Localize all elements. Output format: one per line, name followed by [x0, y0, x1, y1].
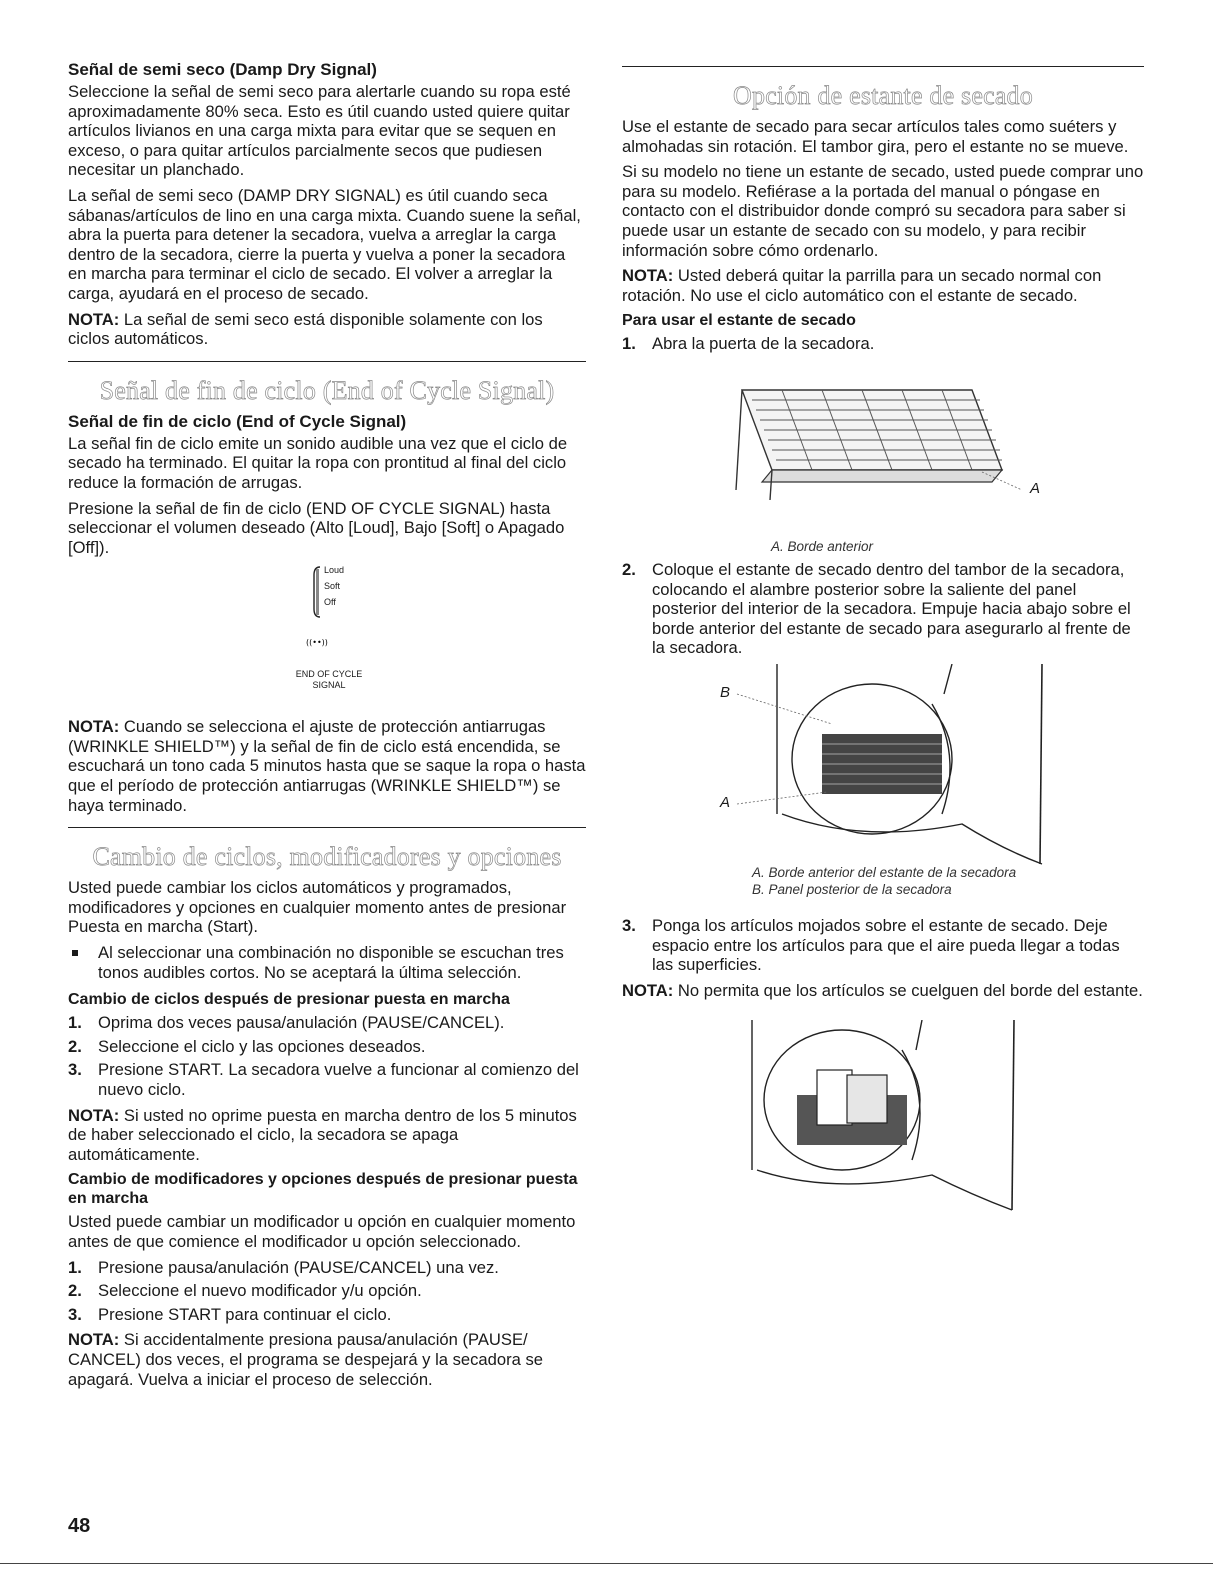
- damp-dry-paragraph-1: Seleccione la señal de semi seco para alertarle cuando su ropa esté aproximadamente 80% seca. Esto es útil cuando usted quiere quitar artículos livianos en una carga mixta para evitar que se sequen en exceso, o para quitar artículos parcialmente secos que pudiesen necesitar un planchado.: [68, 82, 571, 180]
- end-of-cycle-section-title: Señal de fin de ciclo (End of Cycle Signal): [99, 375, 555, 405]
- note-label: NOTA:: [68, 1330, 120, 1350]
- list-item: 2. Seleccione el ciclo y las opciones deseados.: [68, 1036, 426, 1056]
- knob-label-off: Off: [324, 597, 336, 608]
- end-of-cycle-note: [68, 717, 586, 815]
- left-column: [68, 60, 586, 1395]
- list-item: 3. Ponga los artículos mojados sobre el estante de secado. Deje espacio entre los artículos para que el aire pueda llegar a todas las superficies.: [622, 915, 1120, 975]
- change-cycles-after-start-heading: Cambio de ciclos después de presionar puesta en marcha: [68, 991, 510, 1009]
- end-of-cycle-heading: Señal de fin de ciclo (End of Cycle Signal): [68, 411, 407, 431]
- change-cycles-section-title: Cambio de ciclos, modificadores y opciones: [92, 842, 562, 872]
- figure-2-caption-b: B. Panel posterior de la secadora: [752, 881, 952, 897]
- list-item: 3. Presione START para continuar el ciclo.: [68, 1304, 392, 1324]
- change-modifiers-steps: [68, 1258, 586, 1325]
- drying-rack-section-title: Opción de estante de secado: [733, 81, 1033, 110]
- note-label: NOTA:: [68, 309, 120, 329]
- drying-rack-paragraph-2: Si su modelo no tiene un estante de secado, usted puede comprar uno para su modelo. Refiérase a la portada del manual o póngase en contacto con el distribuidor donde compró su secadora para saber si puede usar un estante de secado con su modelo, y para recibir información sobre cómo ordenarlo.: [622, 162, 1144, 260]
- use-drying-rack-step-2: [622, 560, 1144, 658]
- right-column: [622, 60, 1144, 1230]
- change-cycles-note-text: Si usted no oprime puesta en marcha dentro de los 5 minutos de haber seleccionado el ciclo, la secadora se apaga automáticamente.: [68, 1105, 577, 1164]
- step-3-note-text: No permita que los artículos se cuelguen del borde del estante.: [673, 980, 1143, 1000]
- drying-rack-figure: [622, 360, 1144, 560]
- change-cycles-steps: [68, 1013, 586, 1099]
- note-label: NOTA:: [622, 980, 674, 1000]
- note-label: NOTA:: [68, 717, 120, 737]
- change-modifiers-heading: Cambio de modificadores y opciones después de presionar puesta en marcha: [68, 1171, 578, 1208]
- use-drying-rack-step-3: [622, 916, 1144, 975]
- list-item: 1. Abra la puerta de la secadora.: [622, 334, 875, 354]
- section-divider: [68, 361, 586, 362]
- change-modifiers-note-text: Si accidentalmente presiona pausa/anulación (PAUSE/ CANCEL) dos veces, el programa se despejará y la secadora se apagará. Vuelva a iniciar el proceso de selección.: [68, 1330, 543, 1389]
- figure-2-label-a: A: [720, 793, 731, 811]
- section-divider: [68, 827, 586, 828]
- list-item: 2. Seleccione el nuevo modificador y/u opción.: [68, 1281, 422, 1301]
- note-label: NOTA:: [622, 266, 674, 286]
- use-drying-rack-step-1: [622, 334, 1144, 354]
- svg-text:((••)): ((••)): [306, 638, 328, 648]
- drying-rack-installed-figure: [622, 664, 1144, 904]
- change-cycles-note: [68, 1106, 586, 1165]
- knob-label-soft: Soft: [324, 581, 341, 592]
- damp-dry-note: [68, 310, 586, 349]
- change-modifiers-paragraph: Usted puede cambiar un modificador u opción en cualquier momento antes de que comience el modificador u opción seleccionado.: [68, 1212, 576, 1251]
- end-of-cycle-paragraph-1: La señal fin de ciclo emite un sonido audible una vez que el ciclo de secado ha terminado. El quitar la ropa con prontitud al final del ciclo reduce la formación de arrugas.: [68, 433, 568, 492]
- loaded-rack-illustration: [622, 1020, 1144, 1230]
- damp-dry-paragraph-2: La señal de semi seco (DAMP DRY SIGNAL) es útil cuando seca sábanas/artículos de lino en una carga mixta. Cuando suene la señal, abra la puerta para detener la secadora, vuelva a arreglar la carga dentro de la secadora, cierre la puerta y vuelva a poner la secadora en marcha para terminar el ciclo de secado. El volver a arreglar la carga, ayudará en el proceso de secado.: [68, 185, 581, 303]
- change-cycles-paragraph: Usted puede cambiar los ciclos automáticos y programados, modificadores y opciones en cualquier momento antes de presionar Puesta en marcha (Start).: [68, 878, 567, 937]
- figure-1-label-a: A: [1030, 479, 1041, 497]
- figure-2-label-b: B: [720, 683, 731, 701]
- list-item: 1. Oprima dos veces pausa/anulación (PAUSE/CANCEL).: [68, 1013, 505, 1033]
- note-label: NOTA:: [68, 1105, 120, 1125]
- damp-dry-note-text: La señal de semi seco está disponible solamente con los ciclos automáticos.: [68, 309, 543, 349]
- list-item: Al seleccionar una combinación no disponible se escuchan tres tonos audibles cortos. No se aceptará la última selección.: [68, 943, 586, 982]
- signal-label-line-1: END OF CYCLE: [295, 669, 363, 680]
- signal-label-line-2: SIGNAL: [312, 680, 346, 691]
- step-3-note: [622, 981, 1144, 1001]
- section-divider: [622, 66, 1144, 67]
- change-cycles-bullets: [68, 943, 586, 982]
- end-of-cycle-paragraph-2: Presione la señal de fin de ciclo (END OF CYCLE SIGNAL) hasta seleccionar el volumen deseado (Alto [Loud], Bajo [Soft] o Apagado [Off]).: [68, 498, 565, 557]
- list-item: 1. Presione pausa/anulación (PAUSE/CANCEL) una vez.: [68, 1257, 499, 1277]
- change-modifiers-note: [68, 1330, 586, 1389]
- damp-dry-heading: Señal de semi seco (Damp Dry Signal): [68, 60, 377, 79]
- list-item: 2. Coloque el estante de secado dentro del tambor de la secadora, colocando el alambre posterior sobre la saliente del panel posterior del interior de la secadora. Empuje hacia abajo sobre el borde anterior del estante de secado para asegurarlo al frente de la secadora.: [622, 559, 1131, 658]
- drying-rack-note: [622, 266, 1144, 305]
- bottom-rule: [0, 1563, 1213, 1564]
- page-number: 48: [68, 1515, 91, 1537]
- drying-rack-illustration: [622, 360, 1144, 560]
- knob-label-loud: Loud: [324, 565, 345, 576]
- drying-rack-note-text: Usted deberá quitar la parrilla para un secado normal con rotación. No use el ciclo automático con el estante de secado.: [622, 266, 1102, 305]
- drying-rack-loaded-figure: [622, 1020, 1144, 1230]
- end-of-cycle-note-text: Cuando se selecciona el ajuste de protección antiarrugas (WRINKLE SHIELD™) y la señal de fin de ciclo está encendida, se escuchará un tono cada 5 minutos hasta que se saque la ropa o hasta que el período de protección antiarrugas (WRINKLE SHIELD™) se haya terminado.: [68, 717, 586, 815]
- use-drying-rack-heading: Para usar el estante de secado: [622, 312, 856, 330]
- figure-2-caption-a: A. Borde anterior del estante de la secadora: [752, 864, 1017, 880]
- list-item: 3. Presione START. La secadora vuelve a funcionar al comienzo del nuevo ciclo.: [68, 1060, 579, 1099]
- figure-1-caption: A. Borde anterior: [770, 538, 874, 554]
- drying-rack-paragraph-1: Use el estante de secado para secar artículos tales como suéters y almohadas sin rotación. El tambor gira, pero el estante no se mueve.: [622, 117, 1129, 156]
- end-of-cycle-signal-control: [68, 563, 586, 711]
